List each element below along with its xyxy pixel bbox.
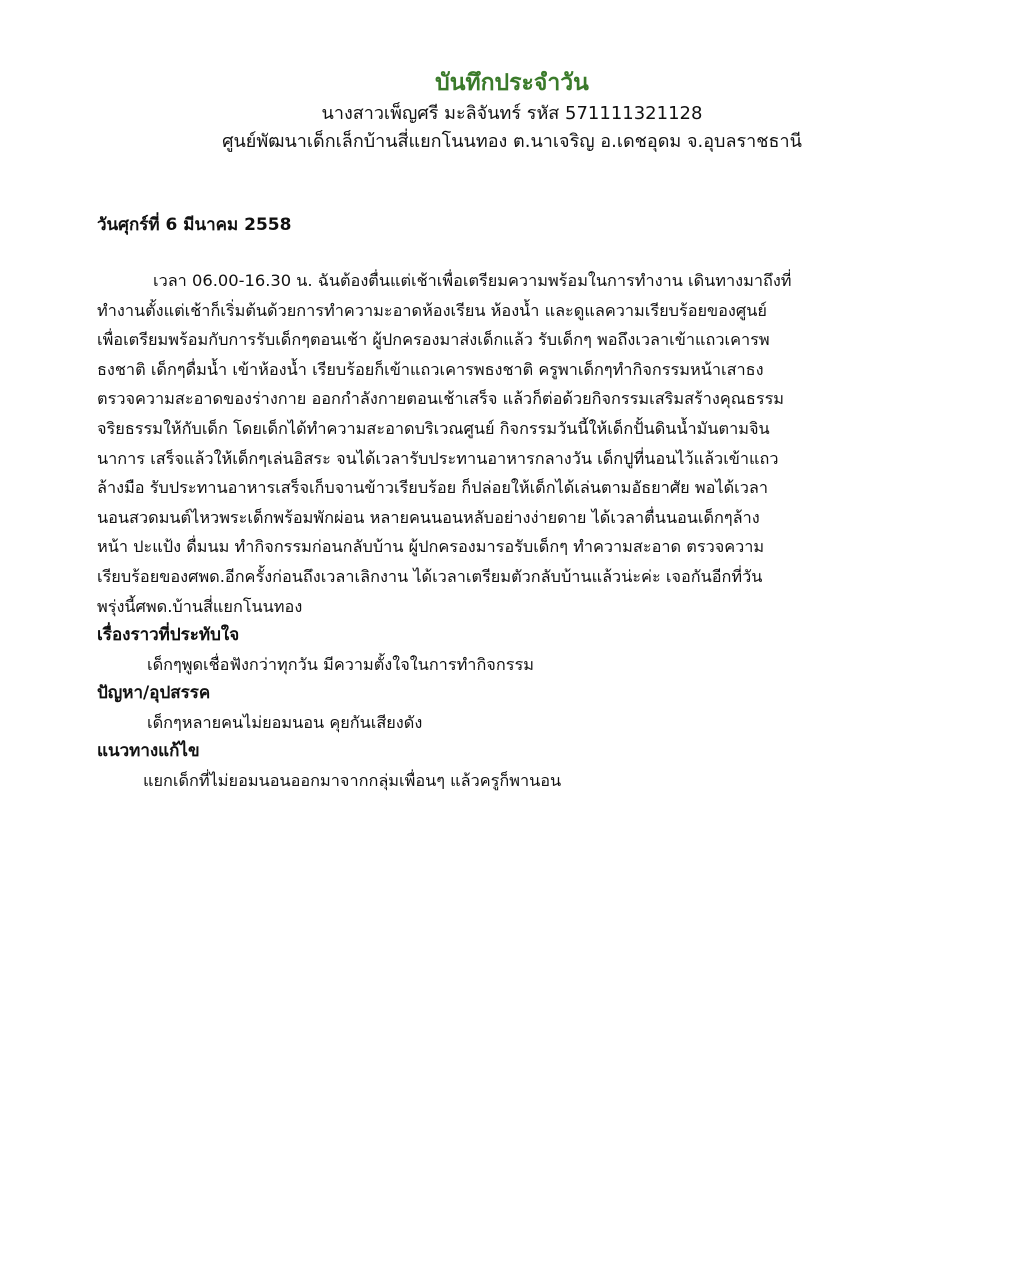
author-line: นางสาวเพ็ญศรี มะลิจันทร์ รหัส 571111321128: [321, 103, 703, 124]
solution-section: [97, 737, 927, 795]
diary-line: ทำงานตั้งแต่เช้าก็เริ่มต้นด้วยการทำความะอาดห้องเรียน ห้องน้ำ และดูแลความเรียบร้อยของศูนย์: [97, 300, 767, 320]
impression-section: [97, 621, 927, 679]
solution-heading: แนวทางแก้ไข: [97, 741, 200, 762]
document-header: [0, 66, 1024, 156]
diary-line: ธงชาติ เด็กๆดื่มน้ำ เข้าห้องน้ำ เรียบร้อยก็เข้าแถวเคารพธงชาติ ครูพาเด็กๆทำกิจกรรมหน้าเสาธง: [97, 359, 764, 379]
problem-section: [97, 679, 927, 737]
document-body: [97, 210, 927, 795]
diary-line: เรียบร้อยของศพด.อีกครั้งก่อนถึงเวลาเลิกงาน ได้เวลาเตรียมตัวกลับบ้านแล้วน่ะค่ะ เจอกันอีกที่วัน: [97, 566, 763, 586]
diary-line-text: เวลา 06.00-16.30 น. ฉันต้องตื่นแต่เช้าเพื่อเตรียมความพร้อมในการทำงาน เดินทางมาถึงที่: [153, 271, 792, 290]
diary-line: จริยธรรมให้กับเด็ก โดยเด็กได้ทำความสะอาดบริเวณศูนย์ กิจกรรมวันนี้ให้เด็กปั้นดินน้ำมันตามจิน: [97, 418, 770, 438]
center-line: ศูนย์พัฒนาเด็กเล็กบ้านสี่แยกโนนทอง ต.นาเจริญ อ.เดชอุดม จ.อุบลราชธานี: [222, 131, 802, 152]
diary-line: ล้างมือ รับประทานอาหารเสร็จเก็บจานข้าวเรียบร้อย ก็ปล่อยให้เด็กได้เล่นตามอัธยาศัย พอได้เวลา: [97, 478, 768, 498]
solution-text: แยกเด็กที่ไม่ยอมนอนออกมาจากกลุ่มเพื่อนๆ แล้วครูก็พานอน: [143, 771, 562, 791]
diary-line: [97, 266, 927, 296]
diary-paragraph: [97, 266, 927, 621]
diary-date: วันศุกร์ที่ 6 มีนาคม 2558: [97, 215, 292, 235]
diary-line: ตรวจความสะอาดของร่างกาย ออกกำลังกายตอนเช้าเสร็จ แล้วก็ต่อด้วยกิจกรรมเสริมสร้างคุณธรรม: [97, 389, 785, 409]
impression-text: เด็กๆพูดเชื่อฟังกว่าทุกวัน มีความตั้งใจในการทำกิจกรรม: [147, 655, 534, 675]
problem-text: เด็กๆหลายคนไม่ยอมนอน คุยกันเสียงดัง: [147, 713, 423, 733]
page-title: บันทึกประจำวัน: [435, 70, 589, 96]
diary-line: หน้า ปะแป้ง ดื่มนม ทำกิจกรรมก่อนกลับบ้าน ผู้ปกครองมารอรับเด็กๆ ทำความสะอาด ตรวจความ: [97, 537, 765, 557]
problem-heading: ปัญหา/อุปสรรค: [97, 683, 211, 704]
impression-heading: เรื่องราวที่ประทับใจ: [97, 625, 240, 646]
diary-line: เพื่อเตรียมพร้อมกับการรับเด็กๆตอนเช้า ผู้ปกครองมาส่งเด็กแล้ว รับเด็กๆ พอถึงเวลาเข้าแถวเคารพ: [97, 330, 770, 350]
diary-line: นอนสวดมนต์ไหวพระเด็กพร้อมพักผ่อน หลายคนนอนหลับอย่างง่ายดาย ได้เวลาตื่นนอนเด็กๆล้าง: [97, 507, 760, 527]
diary-line: พรุ่งนี้ศพด.บ้านสี่แยกโนนทอง: [97, 596, 303, 616]
diary-line: นาการ เสร็จแล้วให้เด็กๆเล่นอิสระ จนได้เวลารับประทานอาหารกลางวัน เด็กปูที่นอนไว้แล้วเข้าแถว: [97, 448, 779, 468]
